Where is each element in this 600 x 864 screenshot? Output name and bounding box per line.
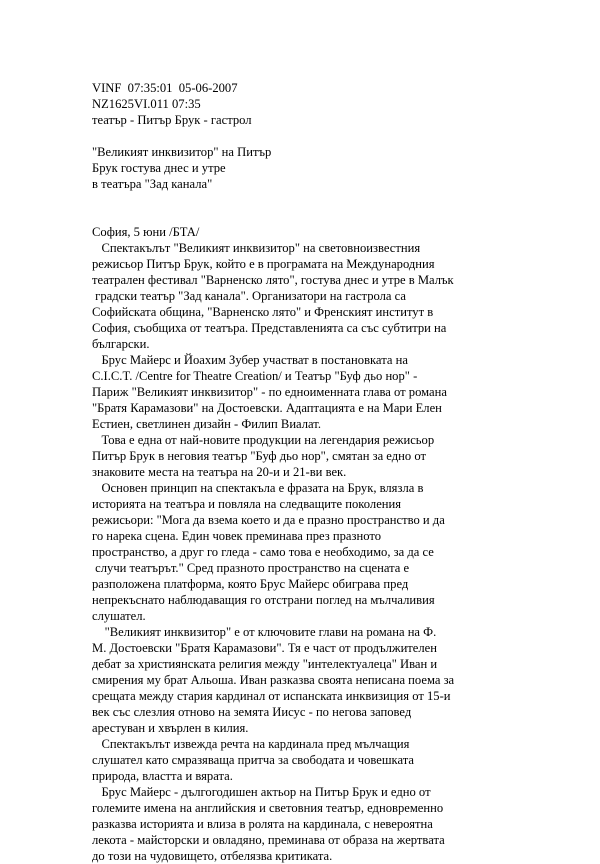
- body-line: разказва историята и влиза в ролята на кардинала, с невероятна: [92, 817, 433, 831]
- body-line: режисьори: "Мога да взема което и да е празно пространство и да: [92, 513, 445, 527]
- body-line: век със слезлия отново на земята Иисус - по негова заповед: [92, 705, 412, 719]
- body-line: пространство, а друг го гледа - само това е необходимо, за да се: [92, 545, 434, 559]
- body-line: дебат за християнската религия между "интелектуалеца" Иван и: [92, 657, 438, 671]
- body-line: арестуван и хвърлен в килия.: [92, 721, 249, 735]
- body-line: Брус Майерс - дългогодишен актьор на Питър Брук и едно от: [92, 785, 431, 799]
- dateline: София, 5 юни /БТА/: [92, 225, 200, 239]
- headline-line: в театъра "Зад канала": [92, 177, 213, 191]
- article-body: [92, 240, 582, 864]
- spacer: [92, 208, 582, 224]
- body-line: Спектакълът "Великият инквизитор" на световноизвестния: [92, 241, 421, 255]
- body-line: Това е една от най-новите продукции на легендария режисьор: [92, 433, 435, 447]
- body-line: Питър Брук в неговия театър "Буф дьо нор", смятан за едно от: [92, 449, 426, 463]
- body-line: разположена платформа, която Брус Майерс обиграва пред: [92, 577, 409, 591]
- body-line: български.: [92, 337, 150, 351]
- body-line: Брус Майерс и Йоахим Зубер участват в постановката на: [92, 353, 408, 367]
- body-line: C.I.C.T. /Centre for Theatre Creation/ и Театър "Буф дьо нор" -: [92, 369, 418, 383]
- body-line: го нарека сцена. Един човек преминава през празното: [92, 529, 382, 543]
- body-line: театрален фестивал "Варненско лято", гостува днес и утре в Малък: [92, 273, 454, 287]
- body-line: "Великият инквизитор" е от ключовите глави на романа на Ф.: [92, 625, 437, 639]
- news-document: [92, 80, 582, 864]
- body-line: М. Достоевски "Братя Карамазови". Тя е част от продължителен: [92, 641, 438, 655]
- wire-timestamp-line: VINF 07:35:01 05-06-2007: [92, 81, 238, 95]
- body-line: "Братя Карамазови" на Достоевски. Адаптацията е на Мари Елен: [92, 401, 442, 415]
- body-line: Париж "Великият инквизитор" - по едноименната глава от романа: [92, 385, 447, 399]
- body-line: историята на театъра и повляла на следващите поколения: [92, 497, 402, 511]
- body-line: смирения му брат Альоша. Иван разказва своята неписана поема за: [92, 673, 455, 687]
- spacer: [92, 128, 582, 144]
- topic-line: театър - Питър Брук - гастрол: [92, 113, 252, 127]
- body-line: до този на чудовището, отбелязва критиката.: [92, 849, 333, 863]
- body-line: непрекъснато наблюдаващия го отстрани поглед на мълчаливия: [92, 593, 435, 607]
- headline: [92, 144, 582, 192]
- body-line: срещата между стария кардинал от испанската инквизиция от 15-и: [92, 689, 451, 703]
- body-line: режисьор Питър Брук, който е в програмата на Международния: [92, 257, 435, 271]
- body-line: лекота - майсторски и овладяно, преминава от образа на жертвата: [92, 833, 445, 847]
- body-line: София, съобщиха от театъра. Представленията са със субтитри на: [92, 321, 447, 335]
- body-line: слушател като смразяваща притча за свободата и човешката: [92, 753, 414, 767]
- wire-id-line: NZ1625VI.011 07:35: [92, 97, 201, 111]
- body-line: природа, властта и вярата.: [92, 769, 233, 783]
- headline-line: "Великият инквизитор" на Питър: [92, 145, 272, 159]
- spacer: [92, 192, 582, 208]
- body-line: Основен принцип на спектакъла е фразата на Брук, влязла в: [92, 481, 424, 495]
- body-line: знаковите места на театъра на 20-и и 21-ви век.: [92, 465, 347, 479]
- body-line: слушател.: [92, 609, 146, 623]
- body-line: Софийската община, "Варненско лято" и Френският институт в: [92, 305, 434, 319]
- headline-line: Брук гостува днес и утре: [92, 161, 226, 175]
- body-line: случи театърът." Сред празното пространство на сцената е: [92, 561, 410, 575]
- body-line: градски театър "Зад канала". Организатори на гастрола са: [92, 289, 406, 303]
- body-line: големите имена на английския и световния театър, едновременно: [92, 801, 444, 815]
- body-line: Естиен, светлинен дизайн - Филип Виалат.: [92, 417, 322, 431]
- body-line: Спектакълът извежда речта на кардинала пред мълчащия: [92, 737, 410, 751]
